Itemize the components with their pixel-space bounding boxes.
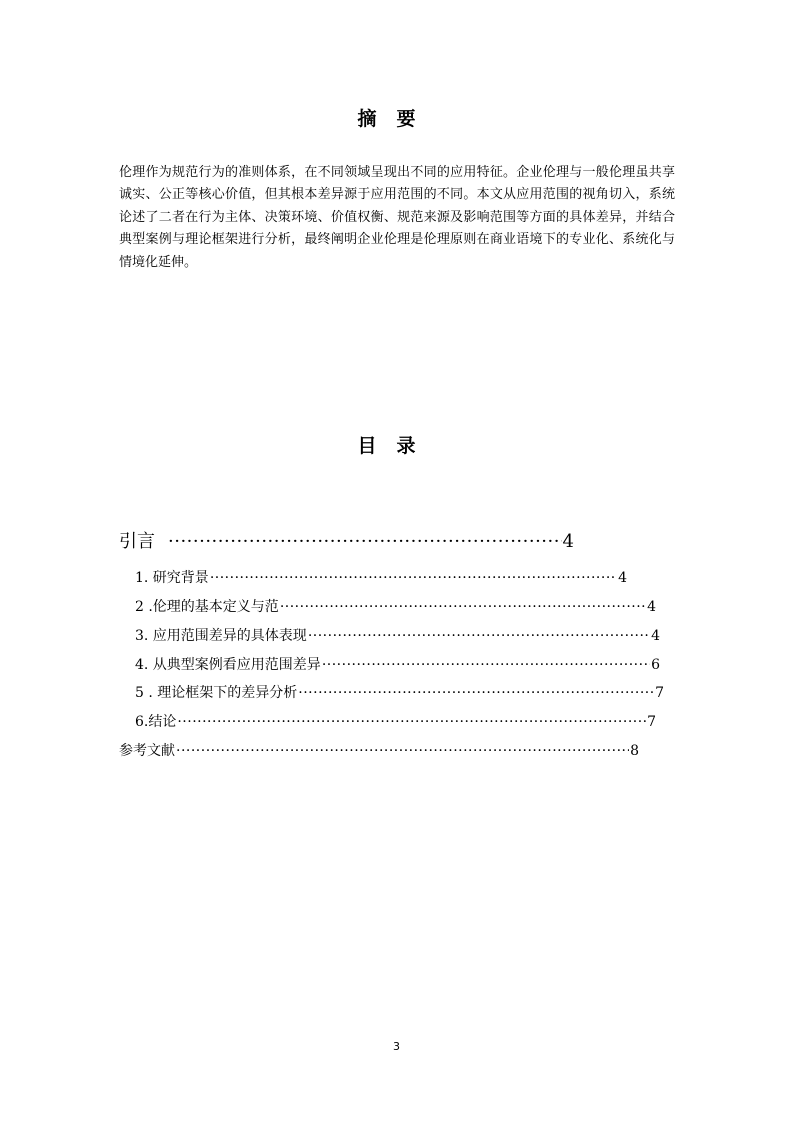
- abstract-heading: 摘要: [357, 108, 436, 130]
- toc-leader-dots: [308, 628, 650, 644]
- toc-heading: 目录: [357, 435, 436, 457]
- toc-entry-label: 4. 从典型案例看应用范围差异: [135, 657, 321, 673]
- toc-leader-dots: [177, 714, 646, 730]
- toc-leader-dots: [168, 531, 562, 552]
- toc-entry-page: 4: [618, 570, 627, 586]
- toc-leader-dots: [322, 657, 650, 673]
- toc-entry-conclusion[interactable]: [135, 711, 656, 731]
- toc-entry-label: 5 . 理论框架下的差异分析: [135, 685, 298, 701]
- toc-leader-dots: [210, 570, 617, 586]
- toc-entry-differences[interactable]: [135, 625, 660, 645]
- toc-entry-page: 4: [647, 599, 656, 615]
- toc-entry-page: 4: [562, 531, 574, 552]
- toc-leader-dots: [176, 743, 629, 759]
- toc-entry-definition[interactable]: [135, 596, 656, 616]
- toc-entry-references[interactable]: [119, 740, 639, 760]
- toc-leader-dots: [298, 685, 654, 701]
- page-number: 3: [393, 1040, 400, 1053]
- toc-entry-page: 6: [651, 657, 660, 673]
- toc-entry-introduction[interactable]: [119, 527, 574, 553]
- toc-entry-framework[interactable]: [135, 682, 664, 702]
- toc-entry-label: 1. 研究背景: [135, 570, 209, 586]
- toc-entry-label: 2 .伦理的基本定义与范: [135, 599, 279, 615]
- toc-entry-cases[interactable]: [135, 654, 660, 674]
- abstract-paragraph: 伦理作为规范行为的准则体系，在不同领域呈现出不同的应用特征。企业伦理与一般伦理虽共享诚实、公正等核心价值，但其根本差异源于应用范围的不同。本文从应用范围的视角切入，系统论述了二者在行为主体、决策环境、价值权衡、规范来源及影响范围等方面的具体差异，并结合典型案例与理论框架进行分析，最终阐明企业伦理是伦理原则在商业语境下的专业化、系统化与情境化延伸。: [119, 165, 675, 270]
- toc-entry-label: 参考文献: [119, 743, 175, 759]
- toc-entry-background[interactable]: [135, 567, 627, 587]
- toc-leader-dots: [280, 599, 646, 615]
- toc-entry-page: 7: [655, 685, 664, 701]
- toc-entry-label: 引言: [119, 531, 155, 552]
- toc-entry-page: 4: [651, 628, 660, 644]
- toc-entry-label: 6.结论: [135, 714, 177, 730]
- toc-entry-page: 7: [647, 714, 656, 730]
- toc-entry-page: 8: [630, 743, 639, 759]
- toc-entry-label: 3. 应用范围差异的具体表现: [135, 628, 307, 644]
